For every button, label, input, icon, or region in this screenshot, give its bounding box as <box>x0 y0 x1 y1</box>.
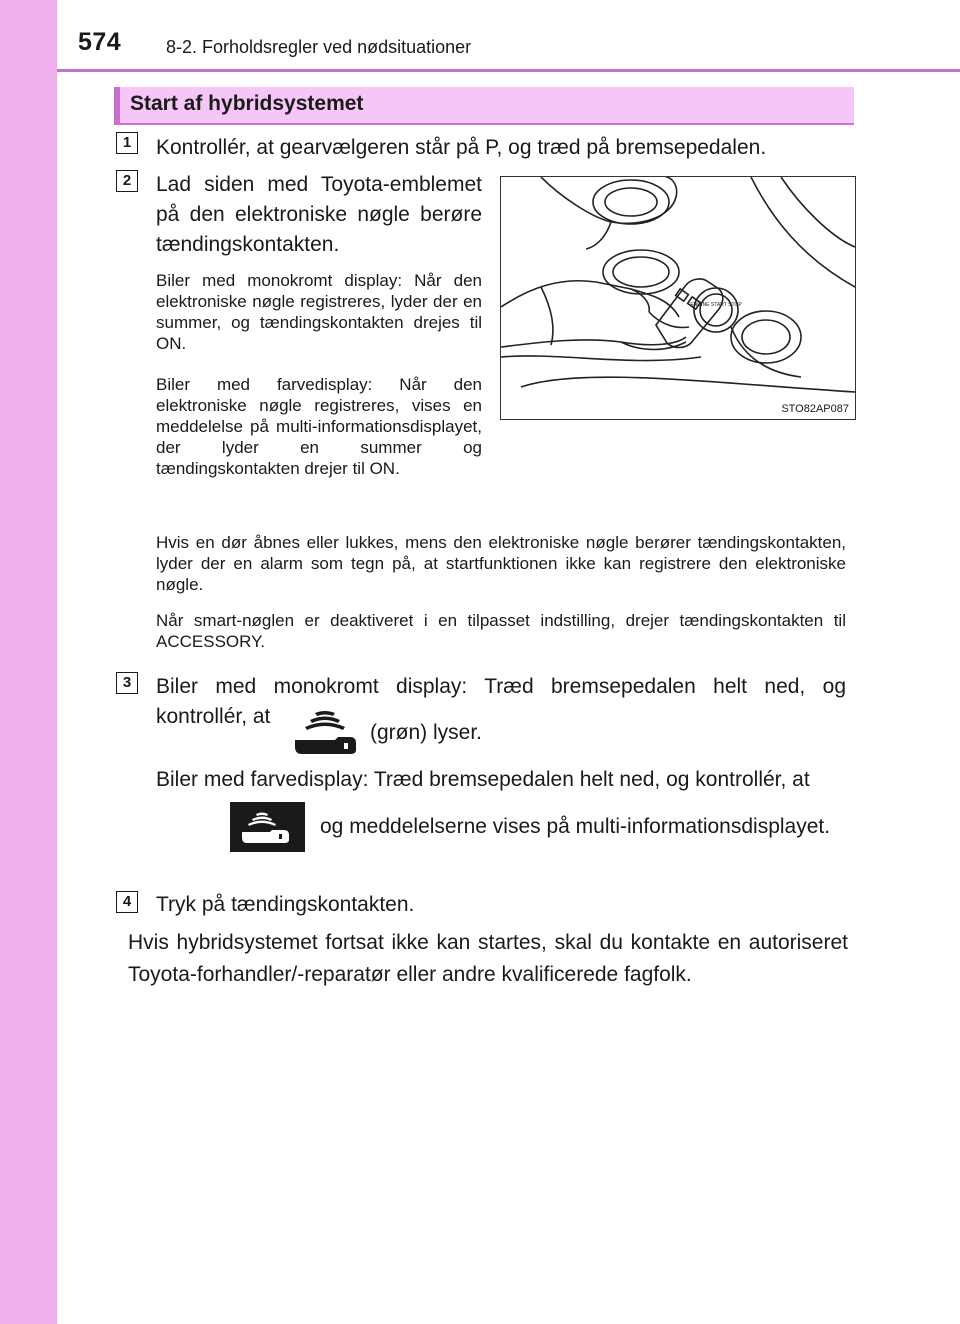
step-4-text: Tryk på tændingskontakten. <box>156 893 415 916</box>
step-3-text-color: Biler med farvedisplay: Træd bremsepedalen helt ned, og kontrollér, at <box>156 768 810 791</box>
note-smart-key: Når smart-nøglen er deaktiveret i en tilpasset indstilling, drejer tændingskontakten til ACCESSORY. <box>156 611 846 651</box>
step-3-color-after: og meddelelserne vises på multi-informationsdisplayet. <box>320 815 831 838</box>
section-title: Start af hybridsystemet <box>130 92 364 115</box>
step-number-3: 3 <box>116 672 138 694</box>
key-indicator-display-icon <box>230 802 305 852</box>
step-number-2: 2 <box>116 170 138 192</box>
key-indicator-icon <box>290 710 360 756</box>
note-color-display: Biler med farvedisplay: Når den elektroniske nøgle registreres, vises en meddelelse på multi-informationsdisplayet, der lyder en summer og tændingskontakten drejer til ON. <box>156 375 482 478</box>
closing-paragraph: Hvis hybridsystemet fortsat ikke kan startes, skal du kontakte en autoriseret Toyota-forhandler/-reparatør eller andre kvalificerede fagfolk. <box>128 931 848 986</box>
step-2-text: Lad siden med Toyota-emblemet på den elektroniske nøgle berøre tændingskontakten. <box>156 173 482 256</box>
side-band <box>0 0 57 1324</box>
note-door-alarm: Hvis en dør åbnes eller lukkes, mens den elektroniske nøgle berører tændingskontakten, lyder der en alarm som tegn på, at startfunktionen ikke kan registrere den elektroniske nøgle. <box>156 533 846 594</box>
section-header <box>114 87 854 125</box>
section-accent <box>114 87 120 123</box>
header-rule <box>57 69 960 72</box>
step-number-4: 4 <box>116 891 138 913</box>
figure-code: STO82AP087 <box>781 403 849 415</box>
hand-with-key-drawing <box>501 177 855 419</box>
step-number-1: 1 <box>116 132 138 154</box>
page-number: 574 <box>78 28 122 56</box>
step-3-mono-after: (grøn) lyser. <box>370 721 483 744</box>
key-indicator-display-glyph <box>230 802 305 852</box>
step-1-text: Kontrollér, at gearvælgeren står på P, og træd på bremsepedalen. <box>156 136 767 159</box>
step-3-mono-before: Biler med monokromt display: Træd bremsepedalen helt ned, og kontrollér, at <box>156 675 846 728</box>
chapter-title: 8-2. Forholdsregler ved nødsituationer <box>166 37 472 57</box>
step-3-text-mono <box>156 672 846 732</box>
note-mono-display: Biler med monokromt display: Når den elektroniske nøgle registreres, lyder der en summer, og tændingskontakten drejes til ON. <box>156 271 482 353</box>
start-button-label: ENGINE START STOP <box>690 302 742 308</box>
start-button-illustration <box>500 176 856 420</box>
